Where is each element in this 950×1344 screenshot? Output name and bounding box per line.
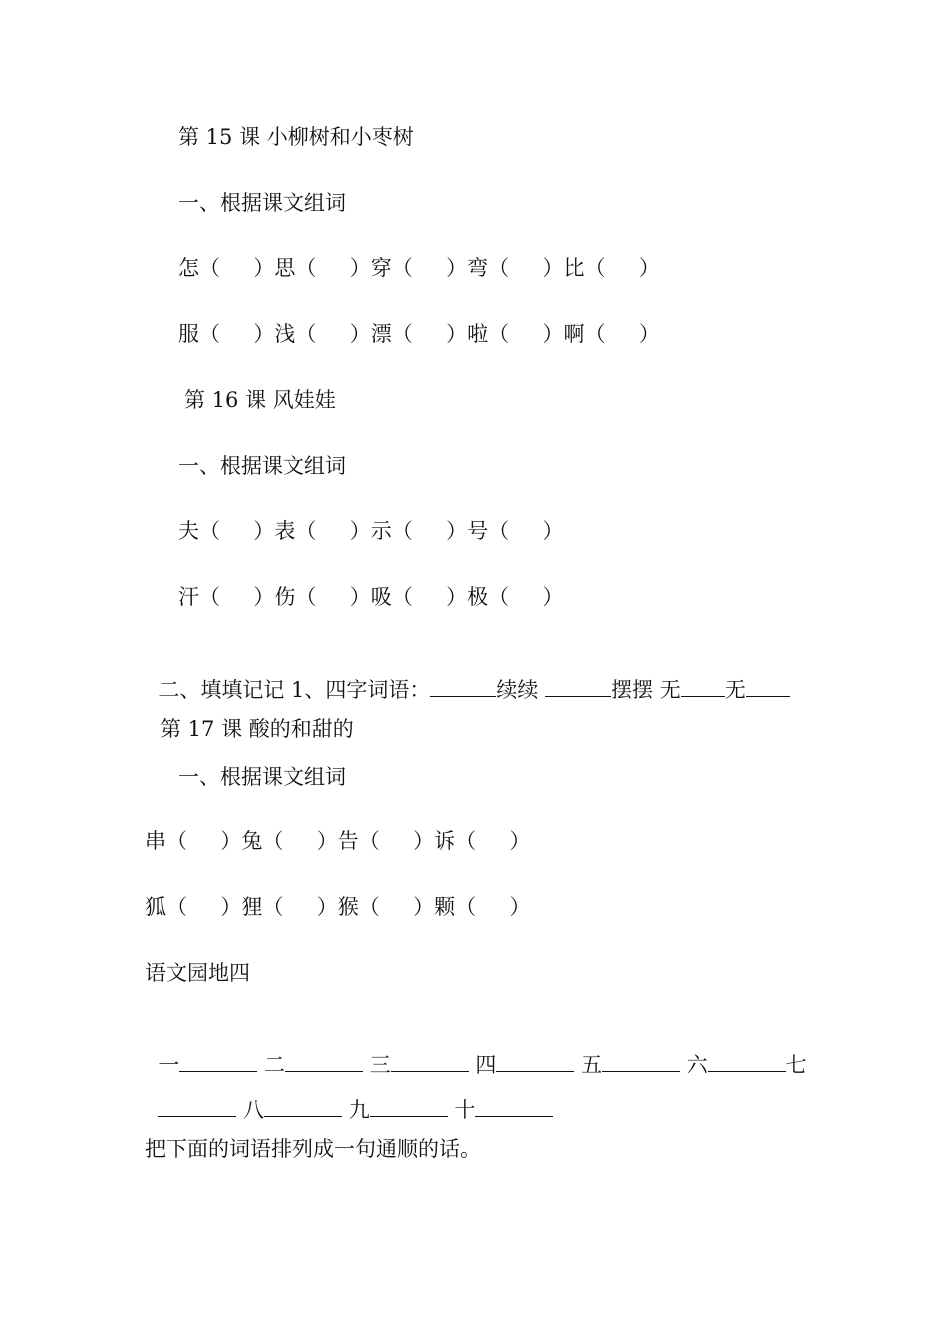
- lesson-17-title: 第 17 课 酸的和甜的: [160, 717, 354, 741]
- number-label: 六: [686, 1053, 708, 1077]
- fill-word-3: 无: [724, 678, 746, 702]
- lesson-16-section-1-heading: 一、根据课文组词: [178, 454, 346, 478]
- number-blank[interactable]: [496, 1051, 574, 1072]
- number-label: 二: [264, 1053, 286, 1077]
- number-label: 三: [369, 1053, 391, 1077]
- number-blank[interactable]: [158, 1096, 236, 1117]
- lesson-16-word-row-1: 夫（ ）表（ ）示（ ）号（ ）: [178, 519, 564, 543]
- arrange-sentence-instruction: 把下面的词语排列成一句通顺的话。: [145, 1137, 481, 1161]
- lesson-16-title: 第 16 课 风娃娃: [184, 388, 336, 412]
- number-blank[interactable]: [370, 1096, 448, 1117]
- lesson-17-word-row-1: 串（ ）兔（ ）告（ ）诉（ ）: [145, 829, 531, 853]
- number-label: 五: [581, 1053, 603, 1077]
- number-blank[interactable]: [391, 1051, 469, 1072]
- number-blank[interactable]: [264, 1096, 342, 1117]
- number-blank[interactable]: [285, 1051, 363, 1072]
- number-blank[interactable]: [708, 1051, 786, 1072]
- lesson-17-section-1-heading: 一、根据课文组词: [178, 765, 346, 789]
- lesson-15-word-row-2: 服（ ）浅（ ）漂（ ）啦（ ）啊（ ）: [178, 322, 660, 346]
- fill-blank[interactable]: [545, 676, 611, 697]
- fill-word-1: 续续: [496, 678, 539, 702]
- number-blank[interactable]: [179, 1051, 257, 1072]
- lesson-15-word-row-1: 怎（ ）思（ ）穿（ ）弯（ ）比（ ）: [178, 256, 660, 280]
- number-label: 九: [348, 1098, 370, 1122]
- lesson-16-section-2-fill-in: [145, 650, 790, 703]
- fill-blank[interactable]: [430, 676, 496, 697]
- number-label: 十: [454, 1098, 476, 1122]
- number-label: 四: [475, 1053, 497, 1077]
- lesson-16-word-row-2: 汗（ ）伤（ ）吸（ ）极（ ）: [178, 585, 564, 609]
- number-label: 七: [785, 1053, 807, 1077]
- number-label: 八: [243, 1098, 265, 1122]
- number-writing-row-2: [145, 1070, 553, 1123]
- garden-title: 语文园地四: [145, 961, 250, 985]
- lesson-15-section-1-heading: 一、根据课文组词: [178, 191, 346, 215]
- lesson-17-word-row-2: 狐（ ）狸（ ）猴（ ）颗（ ）: [145, 895, 531, 919]
- fill-blank[interactable]: [746, 676, 790, 697]
- number-label: 一: [158, 1053, 180, 1077]
- fill-in-prefix: 二、填填记记 1、四字词语：: [158, 678, 431, 702]
- fill-word-2: 摆摆 无: [611, 678, 681, 702]
- lesson-15-title: 第 15 课 小柳树和小枣树: [178, 125, 414, 149]
- number-blank[interactable]: [602, 1051, 680, 1072]
- number-blank[interactable]: [475, 1096, 553, 1117]
- fill-blank[interactable]: [681, 676, 725, 697]
